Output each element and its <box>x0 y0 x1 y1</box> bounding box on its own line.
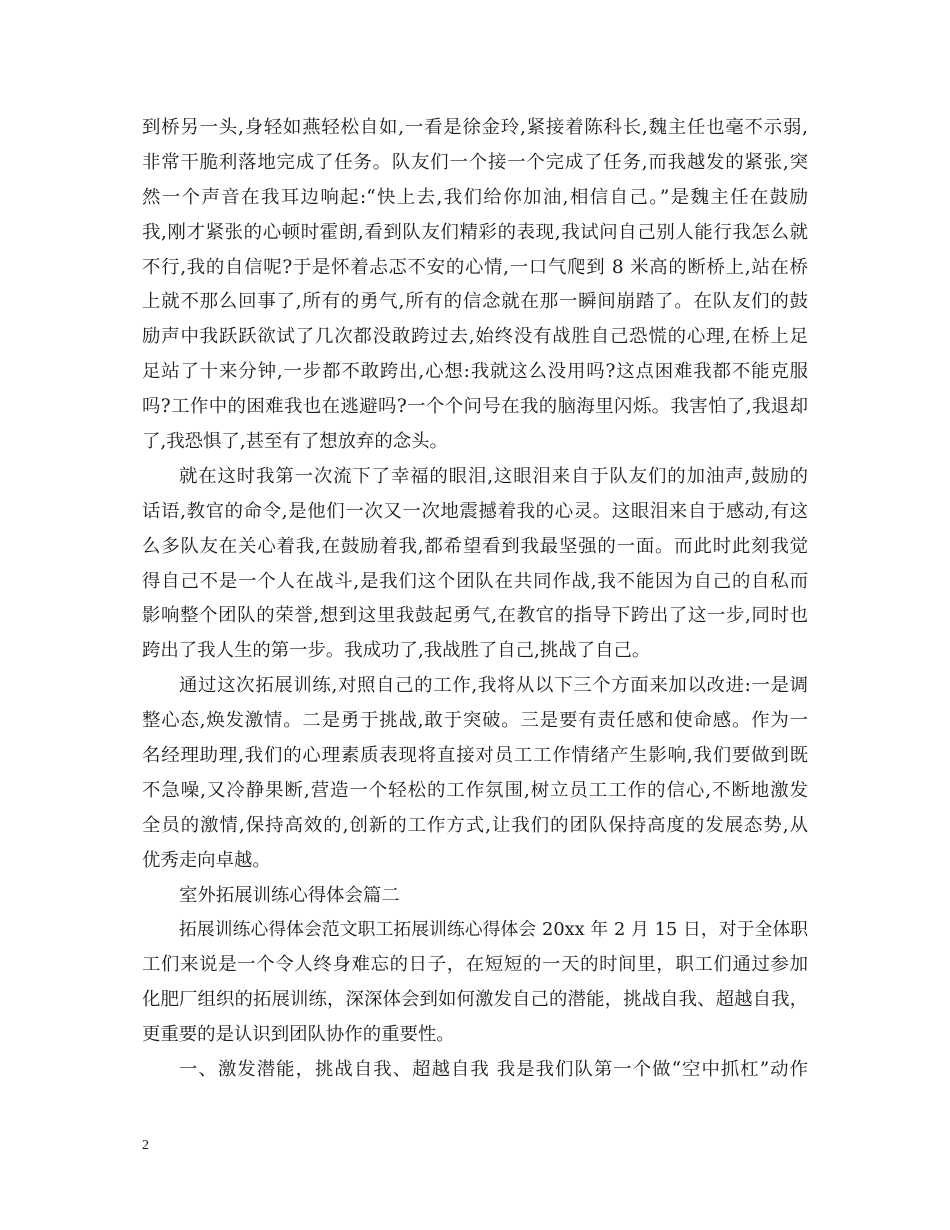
text-line: 一、激发潜能，挑战自我、超越自我 我是我们队第一个做“空中抓杠”动作 <box>179 1059 808 1081</box>
document-body <box>142 111 808 1088</box>
text-line: 励声中我跃跃欲试了几次都没敢跨过去,始终没有战胜自己恐慌的心理,在桥上足 <box>142 326 808 348</box>
text-line: 话语,教官的命令,是他们一次又一次地震撼着我的心灵。这眼泪来自于感动,有这 <box>142 500 808 522</box>
text-line: 么多队友在关心着我,在鼓励着我,都希望看到我最坚强的一面。而此时此刻我觉 <box>142 535 808 557</box>
text-line: 影响整个团队的荣誉,想到这里我鼓起勇气,在教官的指导下跨出了这一步,同时也 <box>142 605 808 627</box>
text-line: 优秀走向卓越。 <box>142 849 271 871</box>
text-line: 化肥厂组织的拓展训练，深深体会到如何激发自己的潜能，挑战自我、超越自我， <box>142 989 808 1011</box>
text-line: 不急噪,又冷静果断,营造一个轻松的工作氛围,树立员工工作的信心,不断地激发 <box>142 779 808 801</box>
text-line: 通过这次拓展训练,对照自己的工作,我将从以下三个方面来加以改进:一是调 <box>179 675 808 697</box>
text-line: 名经理助理,我们的心理素质表现将直接对员工工作情绪产生影响,我们要做到既 <box>142 745 808 767</box>
text-line: 了,我恐惧了,甚至有了想放弃的念头。 <box>142 431 448 453</box>
text-line: 上就不那么回事了,所有的勇气,所有的信念就在那一瞬间崩踏了。在队友们的鼓 <box>142 291 808 313</box>
text-line: 我,刚才紧张的心顿时霍朗,看到队友们精彩的表现,我试问自己别人能行我怎么就 <box>142 221 808 243</box>
text-line: 工们来说是一个令人终身难忘的日子，在短短的一天的时间里，职工们通过参加 <box>142 954 808 976</box>
text-line: 足站了十来分钟,一步都不敢跨出,心想:我就这么没用吗?这点困难我都不能克服 <box>142 361 808 383</box>
text-line: 更重要的是认识到团队协作的重要性。 <box>142 1024 455 1046</box>
text-line: 整心态,焕发激情。二是勇于挑战,敢于突破。三是要有责任感和使命感。作为一 <box>142 710 808 732</box>
text-line: 吗?工作中的困难我也在逃避吗?一个个问号在我的脑海里闪烁。我害怕了,我退却 <box>142 396 808 418</box>
text-line: 得自己不是一个人在战斗,是我们这个团队在共同作战,我不能因为自己的自私而 <box>142 570 808 592</box>
text-line: 到桥另一头,身轻如燕轻松自如,一看是徐金玲,紧接着陈科长,魏主任也毫不示弱, <box>142 117 808 138</box>
text-line: 不行,我的自信呢?于是怀着忐忑不安的心情,一口气爬到 8 米高的断桥上,站在桥 <box>142 256 808 278</box>
text-line: 全员的激情,保持高效的,创新的工作方式,让我们的团队保持高度的发展态势,从 <box>142 814 808 836</box>
text-line: 拓展训练心得体会范文职工拓展训练心得体会 20xx 年 2 月 15 日，对于全体职 <box>179 919 808 941</box>
page-number: 2 <box>142 1138 149 1153</box>
text-line: 跨出了我人生的第一步。我成功了,我战胜了自己,挑战了自己。 <box>142 640 651 662</box>
text-line: 室外拓展训练心得体会篇二 <box>179 884 400 906</box>
text-line: 非常干脆利落地完成了任务。队友们一个接一个完成了任务,而我越发的紧张,突 <box>142 151 808 173</box>
text-line: 就在这时我第一次流下了幸福的眼泪,这眼泪来自于队友们的加油声,鼓励的 <box>179 465 808 487</box>
text-line: 然一个声音在我耳边响起:“快上去,我们给你加油,相信自己。”是魏主任在鼓励 <box>142 186 808 208</box>
